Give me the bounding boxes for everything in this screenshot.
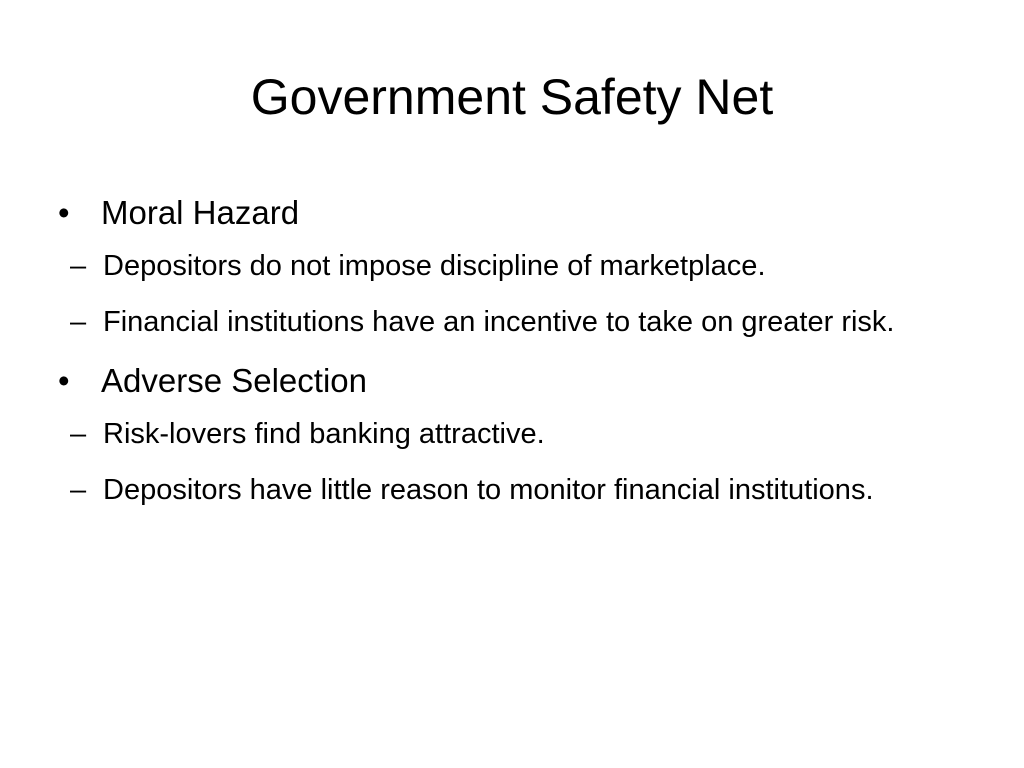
sub-bullet-text: Risk-lovers find banking attractive. [103,418,545,450]
dash-marker: – [70,474,87,506]
sub-bullet-item [58,242,958,290]
sub-bullet-list [58,242,958,346]
sub-bullet-text: Depositors do not impose discipline of marketplace. [103,250,766,282]
sub-bullet-text: Financial institutions have an incentive to take on greater risk. [103,306,895,338]
sub-bullet-text: Depositors have little reason to monitor financial institutions. [103,474,874,506]
sub-bullet-list [58,410,958,514]
dash-marker: – [70,418,87,450]
bullet-marker: • [58,362,70,399]
slide-title: Government Safety Net [250,69,774,125]
dash-marker: – [70,306,87,338]
bullet-item-moral-hazard [58,188,958,346]
bullet-item-adverse-selection [58,356,958,514]
sub-bullet-item [58,410,958,458]
bullet-marker: • [58,194,70,231]
dash-marker: – [70,250,87,282]
bullet-text: Adverse Selection [101,362,367,399]
bullet-text: Moral Hazard [101,194,300,231]
bullet-list [58,188,958,524]
sub-bullet-item [58,466,958,514]
sub-bullet-item [58,298,958,346]
